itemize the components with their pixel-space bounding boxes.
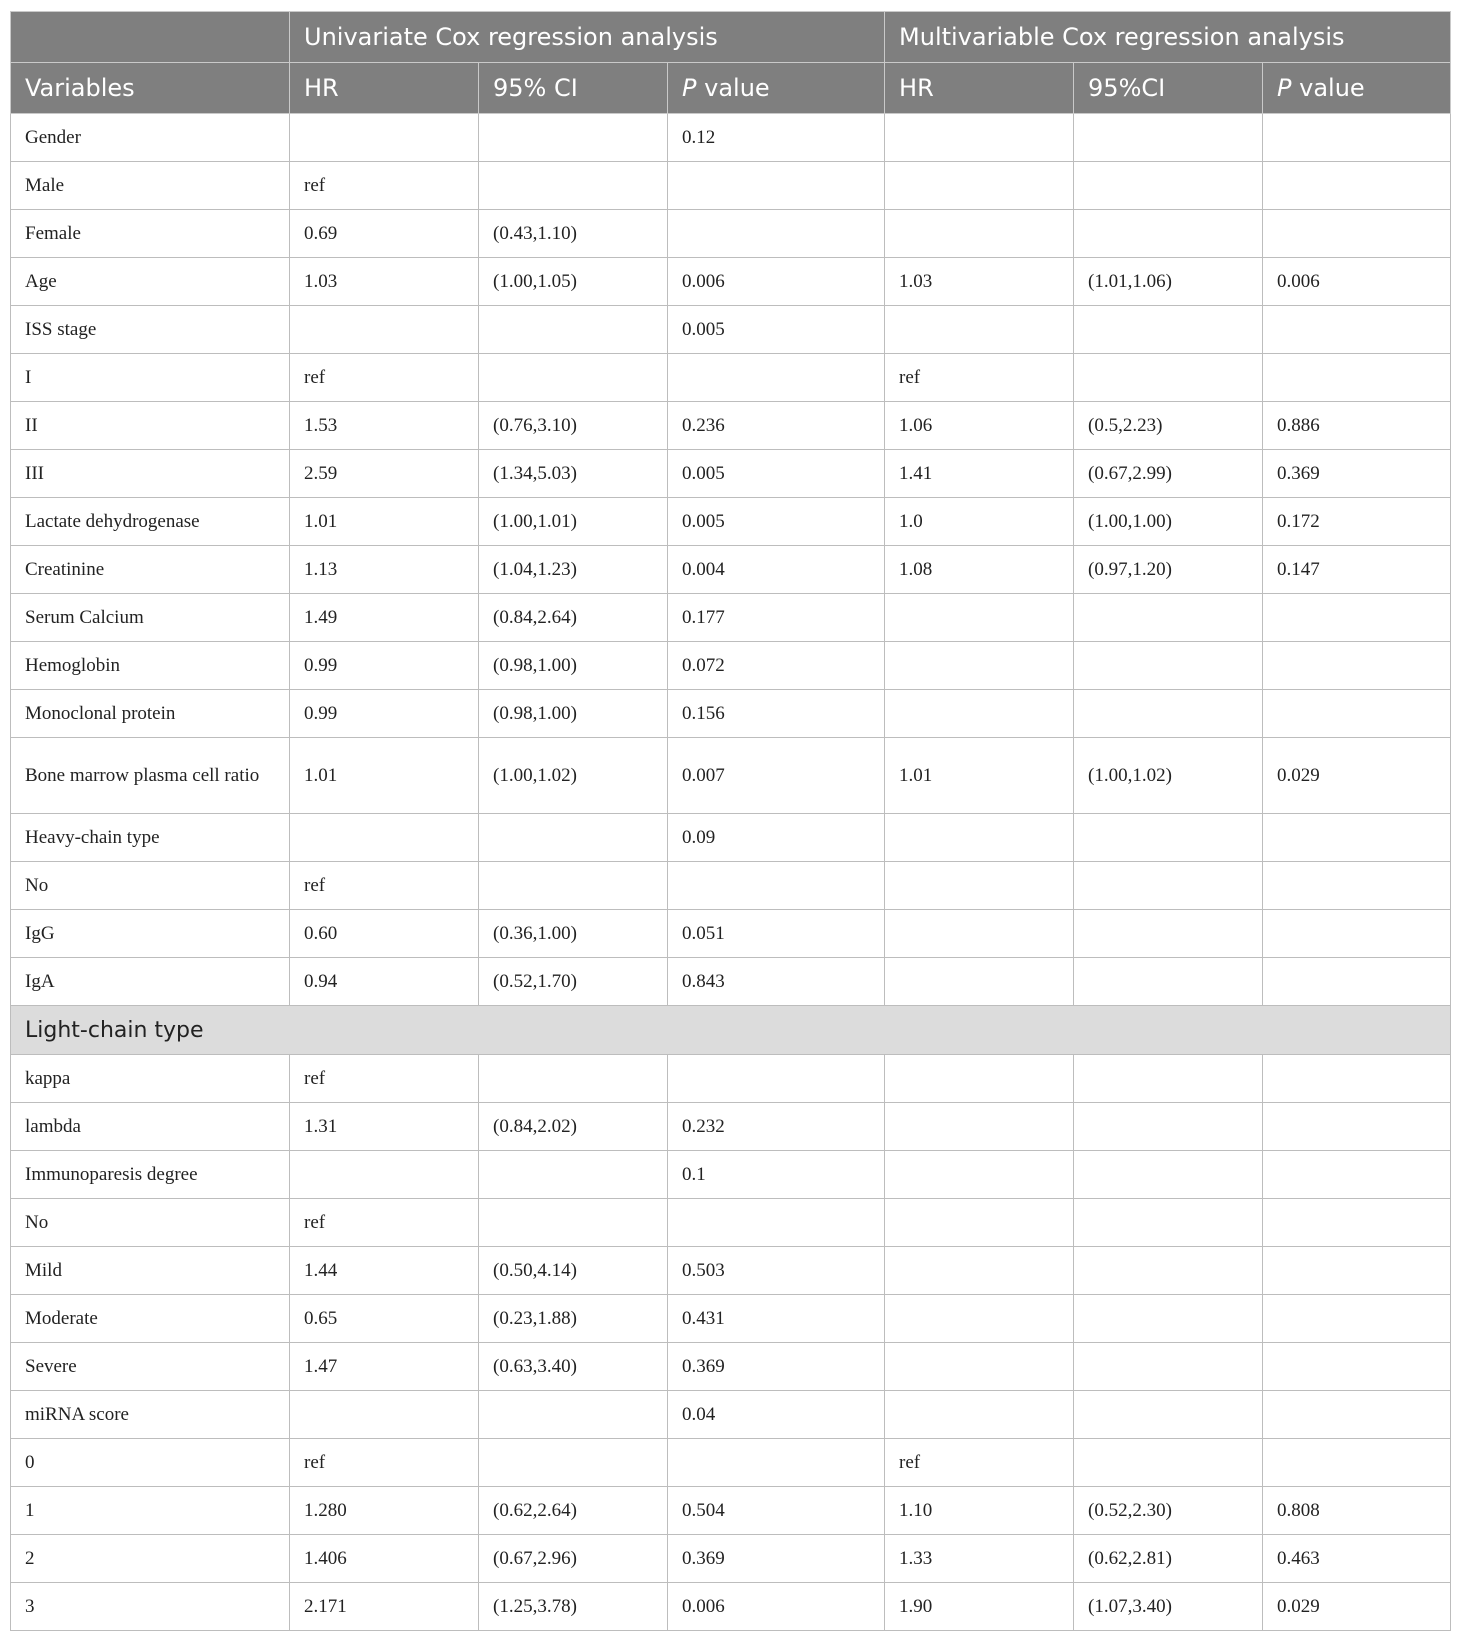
cell-hr-univariate: 1.406: [290, 1535, 479, 1583]
cell-ci-univariate: (0.23,1.88): [479, 1295, 668, 1343]
table-row: [11, 450, 1451, 498]
cell-variable: Severe: [11, 1343, 290, 1391]
cell-hr-multivariable: [885, 1151, 1074, 1199]
cell-ci-multivariable: (0.52,2.30): [1074, 1487, 1263, 1535]
cell-p-multivariable: [1263, 642, 1451, 690]
cell-p-univariate: 0.369: [668, 1535, 885, 1583]
table-row: [11, 1439, 1451, 1487]
cell-ci-multivariable: [1074, 1103, 1263, 1151]
p-italic-label: P: [1277, 74, 1292, 102]
cell-variable: Monoclonal protein: [11, 690, 290, 738]
cell-ci-univariate: (0.50,4.14): [479, 1247, 668, 1295]
cell-p-univariate: [668, 1439, 885, 1487]
cell-p-univariate: 0.1: [668, 1151, 885, 1199]
table-row: [11, 162, 1451, 210]
cell-ci-multivariable: [1074, 958, 1263, 1006]
cell-variable: II: [11, 402, 290, 450]
table-row: [11, 862, 1451, 910]
cell-ci-multivariable: [1074, 1151, 1263, 1199]
cell-variable: IgA: [11, 958, 290, 1006]
cell-variable: Bone marrow plasma cell ratio: [11, 738, 290, 814]
cell-ci-multivariable: [1074, 862, 1263, 910]
cell-hr-univariate: 1.13: [290, 546, 479, 594]
cell-p-multivariable: 0.808: [1263, 1487, 1451, 1535]
header-univariate: Univariate Cox regression analysis: [290, 12, 885, 63]
cell-p-multivariable: [1263, 1247, 1451, 1295]
cell-p-univariate: 0.004: [668, 546, 885, 594]
cell-variable: 3: [11, 1583, 290, 1631]
cell-ci-multivariable: (1.00,1.02): [1074, 738, 1263, 814]
cell-hr-multivariable: [885, 1103, 1074, 1151]
cell-hr-univariate: 1.44: [290, 1247, 479, 1295]
cell-ci-univariate: [479, 162, 668, 210]
cell-variable: Female: [11, 210, 290, 258]
table-row: [11, 210, 1451, 258]
cell-hr-multivariable: [885, 1247, 1074, 1295]
cell-variable: lambda: [11, 1103, 290, 1151]
cell-ci-univariate: (0.98,1.00): [479, 690, 668, 738]
cell-p-multivariable: [1263, 1343, 1451, 1391]
cell-p-univariate: 0.005: [668, 498, 885, 546]
table-row: [11, 114, 1451, 162]
cell-ci-multivariable: (1.01,1.06): [1074, 258, 1263, 306]
cell-ci-univariate: [479, 1391, 668, 1439]
cell-p-multivariable: [1263, 354, 1451, 402]
cell-variable: Male: [11, 162, 290, 210]
cell-p-univariate: 0.843: [668, 958, 885, 1006]
cell-hr-multivariable: [885, 162, 1074, 210]
header-hr-univariate: HR: [290, 63, 479, 114]
cell-hr-multivariable: [885, 862, 1074, 910]
cell-p-multivariable: 0.886: [1263, 402, 1451, 450]
cell-p-univariate: [668, 1199, 885, 1247]
cell-p-univariate: 0.12: [668, 114, 885, 162]
cell-p-multivariable: [1263, 862, 1451, 910]
cell-hr-multivariable: 1.90: [885, 1583, 1074, 1631]
table-row: [11, 1343, 1451, 1391]
cell-ci-univariate: [479, 814, 668, 862]
table-row: [11, 642, 1451, 690]
table-row: [11, 1583, 1451, 1631]
cell-variable: Heavy-chain type: [11, 814, 290, 862]
cell-ci-univariate: (0.63,3.40): [479, 1343, 668, 1391]
cell-p-univariate: [668, 862, 885, 910]
cell-ci-univariate: [479, 1055, 668, 1103]
cell-hr-univariate: 1.280: [290, 1487, 479, 1535]
table-row: [11, 498, 1451, 546]
cell-variable: miRNA score: [11, 1391, 290, 1439]
cell-ci-multivariable: (0.62,2.81): [1074, 1535, 1263, 1583]
cell-p-multivariable: 0.463: [1263, 1535, 1451, 1583]
cell-p-multivariable: [1263, 958, 1451, 1006]
table-row: [11, 738, 1451, 814]
cell-ci-univariate: [479, 1439, 668, 1487]
cell-p-multivariable: 0.369: [1263, 450, 1451, 498]
cell-p-univariate: 0.177: [668, 594, 885, 642]
table-row: [11, 1487, 1451, 1535]
cell-ci-multivariable: [1074, 162, 1263, 210]
cell-p-univariate: 0.156: [668, 690, 885, 738]
cell-p-univariate: [668, 162, 885, 210]
table-row: [11, 258, 1451, 306]
cell-hr-univariate: ref: [290, 862, 479, 910]
cell-p-multivariable: [1263, 1439, 1451, 1487]
cell-ci-multivariable: [1074, 306, 1263, 354]
cell-ci-univariate: (0.36,1.00): [479, 910, 668, 958]
cell-hr-multivariable: 1.08: [885, 546, 1074, 594]
cell-ci-multivariable: [1074, 690, 1263, 738]
cell-hr-multivariable: [885, 114, 1074, 162]
cell-hr-multivariable: [885, 594, 1074, 642]
cell-p-multivariable: [1263, 1199, 1451, 1247]
cell-ci-univariate: (1.04,1.23): [479, 546, 668, 594]
table-row: [11, 1295, 1451, 1343]
cell-p-multivariable: [1263, 814, 1451, 862]
cell-ci-multivariable: [1074, 1055, 1263, 1103]
cell-hr-univariate: 1.47: [290, 1343, 479, 1391]
cell-variable: Immunoparesis degree: [11, 1151, 290, 1199]
cell-hr-multivariable: [885, 306, 1074, 354]
cell-ci-multivariable: [1074, 642, 1263, 690]
cell-ci-univariate: (0.84,2.02): [479, 1103, 668, 1151]
cell-ci-multivariable: [1074, 114, 1263, 162]
cell-ci-univariate: [479, 1151, 668, 1199]
cell-hr-multivariable: 1.41: [885, 450, 1074, 498]
cell-ci-univariate: [479, 862, 668, 910]
cell-hr-univariate: 0.65: [290, 1295, 479, 1343]
cell-hr-univariate: 1.31: [290, 1103, 479, 1151]
cell-p-multivariable: [1263, 1151, 1451, 1199]
cell-ci-univariate: [479, 1199, 668, 1247]
cell-hr-multivariable: [885, 642, 1074, 690]
header-p-univariate: [668, 63, 885, 114]
table-row: [11, 1535, 1451, 1583]
cell-hr-univariate: [290, 814, 479, 862]
cell-hr-univariate: [290, 1151, 479, 1199]
cell-variable: Gender: [11, 114, 290, 162]
cell-ci-multivariable: [1074, 1295, 1263, 1343]
cell-ci-multivariable: (0.5,2.23): [1074, 402, 1263, 450]
cell-hr-univariate: 0.60: [290, 910, 479, 958]
cell-ci-multivariable: (0.97,1.20): [1074, 546, 1263, 594]
cell-p-multivariable: 0.029: [1263, 738, 1451, 814]
cell-p-univariate: [668, 354, 885, 402]
cell-ci-univariate: [479, 354, 668, 402]
cell-ci-multivariable: [1074, 814, 1263, 862]
cell-hr-multivariable: [885, 1199, 1074, 1247]
cell-p-univariate: 0.007: [668, 738, 885, 814]
cell-ci-univariate: [479, 306, 668, 354]
cell-hr-multivariable: 1.03: [885, 258, 1074, 306]
cox-regression-table: [10, 11, 1451, 1631]
cell-ci-multivariable: [1074, 1391, 1263, 1439]
cell-hr-univariate: 1.01: [290, 498, 479, 546]
cell-hr-univariate: 0.99: [290, 642, 479, 690]
cell-ci-univariate: [479, 114, 668, 162]
table-row: [11, 354, 1451, 402]
cell-p-multivariable: [1263, 1103, 1451, 1151]
header-blank: [11, 12, 290, 63]
cell-p-multivariable: [1263, 1391, 1451, 1439]
cell-hr-univariate: [290, 1391, 479, 1439]
table-row: [11, 594, 1451, 642]
cell-ci-univariate: (0.52,1.70): [479, 958, 668, 1006]
table-body: [11, 114, 1451, 1631]
header-variables: Variables: [11, 63, 290, 114]
cell-ci-multivariable: (1.00,1.00): [1074, 498, 1263, 546]
cell-variable: III: [11, 450, 290, 498]
cell-ci-univariate: (0.43,1.10): [479, 210, 668, 258]
cell-ci-multivariable: (1.07,3.40): [1074, 1583, 1263, 1631]
cell-p-multivariable: [1263, 306, 1451, 354]
cell-p-univariate: 0.369: [668, 1343, 885, 1391]
cell-hr-univariate: 1.49: [290, 594, 479, 642]
header-column-row: [11, 63, 1451, 114]
cell-variable: No: [11, 862, 290, 910]
cell-ci-univariate: (0.67,2.96): [479, 1535, 668, 1583]
header-multivariable: Multivariable Cox regression analysis: [885, 12, 1451, 63]
p-italic-label: P: [682, 74, 697, 102]
cell-p-univariate: 0.072: [668, 642, 885, 690]
cell-ci-univariate: (1.00,1.01): [479, 498, 668, 546]
cell-ci-multivariable: (0.67,2.99): [1074, 450, 1263, 498]
table-row: [11, 1055, 1451, 1103]
cell-hr-univariate: ref: [290, 354, 479, 402]
cell-p-multivariable: 0.029: [1263, 1583, 1451, 1631]
cell-ci-univariate: (0.62,2.64): [479, 1487, 668, 1535]
cell-ci-multivariable: [1074, 1199, 1263, 1247]
table-row: [11, 402, 1451, 450]
cell-ci-univariate: (0.76,3.10): [479, 402, 668, 450]
table-row: [11, 910, 1451, 958]
table-row: [11, 1151, 1451, 1199]
cell-hr-multivariable: [885, 958, 1074, 1006]
cell-hr-multivariable: [885, 814, 1074, 862]
cell-p-multivariable: [1263, 114, 1451, 162]
cell-variable: 1: [11, 1487, 290, 1535]
table-row: [11, 1247, 1451, 1295]
cell-variable: Age: [11, 258, 290, 306]
cell-hr-univariate: 2.59: [290, 450, 479, 498]
table-row: [11, 1199, 1451, 1247]
cell-p-univariate: 0.051: [668, 910, 885, 958]
cell-p-univariate: 0.005: [668, 306, 885, 354]
header-ci-univariate: 95% CI: [479, 63, 668, 114]
cell-p-univariate: 0.006: [668, 258, 885, 306]
cell-ci-multivariable: [1074, 910, 1263, 958]
cell-p-multivariable: 0.172: [1263, 498, 1451, 546]
cell-variable: IgG: [11, 910, 290, 958]
cell-p-multivariable: [1263, 594, 1451, 642]
cell-hr-univariate: 0.69: [290, 210, 479, 258]
cell-variable: Creatinine: [11, 546, 290, 594]
p-value-suffix: value: [696, 74, 770, 102]
cell-ci-univariate: (1.25,3.78): [479, 1583, 668, 1631]
cell-hr-multivariable: 1.01: [885, 738, 1074, 814]
cell-p-univariate: 0.236: [668, 402, 885, 450]
cell-hr-univariate: 1.03: [290, 258, 479, 306]
cell-p-univariate: 0.504: [668, 1487, 885, 1535]
table-row: [11, 306, 1451, 354]
cell-variable: Moderate: [11, 1295, 290, 1343]
cell-hr-univariate: [290, 306, 479, 354]
table-row: [11, 958, 1451, 1006]
cell-variable: Serum Calcium: [11, 594, 290, 642]
cell-p-univariate: [668, 1055, 885, 1103]
cell-hr-multivariable: ref: [885, 354, 1074, 402]
cell-ci-univariate: (0.98,1.00): [479, 642, 668, 690]
cell-p-univariate: 0.04: [668, 1391, 885, 1439]
cell-p-univariate: 0.006: [668, 1583, 885, 1631]
cell-variable: 2: [11, 1535, 290, 1583]
section-row: [11, 1006, 1451, 1055]
cell-ci-multivariable: [1074, 594, 1263, 642]
cell-ci-univariate: (0.84,2.64): [479, 594, 668, 642]
cell-hr-multivariable: 1.33: [885, 1535, 1074, 1583]
cell-p-multivariable: [1263, 1295, 1451, 1343]
cell-p-multivariable: [1263, 1055, 1451, 1103]
header-p-multivariable: [1263, 63, 1451, 114]
cell-ci-multivariable: [1074, 210, 1263, 258]
cell-ci-multivariable: [1074, 1439, 1263, 1487]
header-group-row: [11, 12, 1451, 63]
cell-hr-multivariable: [885, 210, 1074, 258]
cell-ci-univariate: (1.34,5.03): [479, 450, 668, 498]
cell-hr-multivariable: [885, 1391, 1074, 1439]
cell-ci-univariate: (1.00,1.05): [479, 258, 668, 306]
cell-hr-univariate: 2.171: [290, 1583, 479, 1631]
header-ci-multivariable: 95%CI: [1074, 63, 1263, 114]
cell-hr-univariate: ref: [290, 1055, 479, 1103]
cell-hr-multivariable: [885, 1343, 1074, 1391]
cell-hr-multivariable: [885, 1295, 1074, 1343]
cell-hr-univariate: 0.99: [290, 690, 479, 738]
cell-p-multivariable: [1263, 162, 1451, 210]
cell-hr-univariate: 1.53: [290, 402, 479, 450]
cell-p-univariate: 0.005: [668, 450, 885, 498]
cell-hr-multivariable: ref: [885, 1439, 1074, 1487]
cell-p-multivariable: [1263, 690, 1451, 738]
cell-p-univariate: 0.232: [668, 1103, 885, 1151]
table-row: [11, 690, 1451, 738]
cell-hr-univariate: 0.94: [290, 958, 479, 1006]
cell-p-univariate: 0.09: [668, 814, 885, 862]
table-row: [11, 1391, 1451, 1439]
cell-p-univariate: [668, 210, 885, 258]
cell-p-multivariable: [1263, 910, 1451, 958]
cell-variable: 0: [11, 1439, 290, 1487]
cell-hr-univariate: ref: [290, 1439, 479, 1487]
cell-variable: Lactate dehydrogenase: [11, 498, 290, 546]
table-row: [11, 546, 1451, 594]
table-row: [11, 1103, 1451, 1151]
header-hr-multivariable: HR: [885, 63, 1074, 114]
cell-variable: No: [11, 1199, 290, 1247]
cell-hr-univariate: ref: [290, 162, 479, 210]
table-row: [11, 814, 1451, 862]
cell-hr-multivariable: [885, 910, 1074, 958]
cell-variable: I: [11, 354, 290, 402]
section-label: Light-chain type: [11, 1006, 1451, 1055]
p-value-suffix: value: [1291, 74, 1365, 102]
cell-p-multivariable: 0.147: [1263, 546, 1451, 594]
cell-ci-multivariable: [1074, 354, 1263, 402]
cell-variable: Mild: [11, 1247, 290, 1295]
cell-ci-multivariable: [1074, 1247, 1263, 1295]
cell-p-multivariable: [1263, 210, 1451, 258]
cell-hr-multivariable: 1.0: [885, 498, 1074, 546]
cell-p-multivariable: 0.006: [1263, 258, 1451, 306]
cell-variable: Hemoglobin: [11, 642, 290, 690]
cell-hr-univariate: [290, 114, 479, 162]
cell-hr-univariate: 1.01: [290, 738, 479, 814]
cell-hr-multivariable: [885, 690, 1074, 738]
cell-ci-multivariable: [1074, 1343, 1263, 1391]
cell-variable: kappa: [11, 1055, 290, 1103]
cell-hr-univariate: ref: [290, 1199, 479, 1247]
cell-p-univariate: 0.431: [668, 1295, 885, 1343]
cell-p-univariate: 0.503: [668, 1247, 885, 1295]
cell-variable: ISS stage: [11, 306, 290, 354]
cell-hr-multivariable: 1.06: [885, 402, 1074, 450]
cell-hr-multivariable: 1.10: [885, 1487, 1074, 1535]
cell-hr-multivariable: [885, 1055, 1074, 1103]
cell-ci-univariate: (1.00,1.02): [479, 738, 668, 814]
